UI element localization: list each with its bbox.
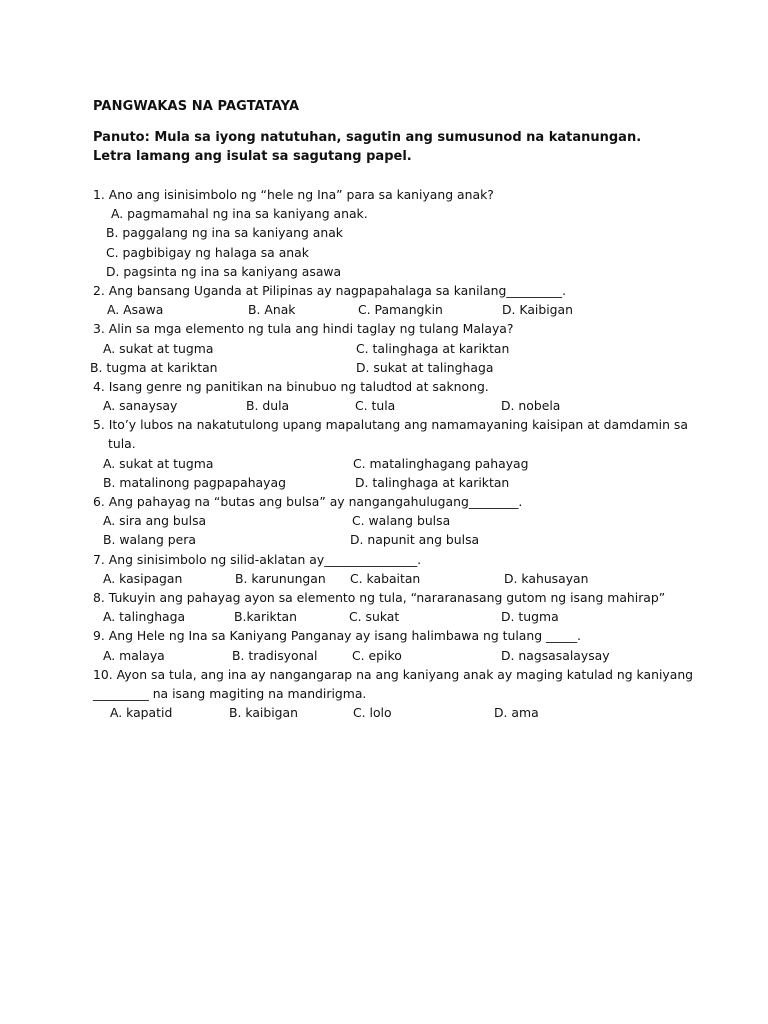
question-5-option-b: B. matalinong pagpapahayag: [103, 474, 286, 490]
question-7-option-d: D. kahusayan: [504, 570, 589, 586]
question-4-option-b: B. dula: [246, 398, 290, 414]
question-9-option-b: B. tradisyonal: [232, 647, 318, 663]
question-6-option-c: C. walang bulsa: [352, 513, 451, 529]
question-5-options-row-2: [93, 473, 713, 492]
question-5-option-d: D. talinghaga at kariktan: [355, 474, 510, 490]
question-10-option-c: C. lolo: [353, 705, 392, 721]
instructions-line-2: Letra lamang ang isulat sa sagutang papel.: [93, 149, 412, 164]
question-1-option-c: C. pagbibigay ng halaga sa anak: [106, 244, 309, 260]
question-3-option-c: C. talinghaga at kariktan: [356, 340, 510, 356]
question-10-option-d: D. ama: [494, 705, 539, 721]
question-9-options: [93, 646, 713, 665]
question-5-continued: tula.: [108, 436, 136, 452]
question-10-options: [93, 703, 713, 722]
question-5-options-row-1: [93, 454, 713, 473]
question-8-option-c: C. sukat: [349, 609, 400, 625]
question-2-options: [93, 300, 713, 319]
question-8-options: [93, 607, 713, 626]
question-3-options-row-1: [93, 339, 713, 358]
question-4-option-d: D. nobela: [501, 398, 561, 414]
question-10-continued: _________ na isang magiting na mandirigma.: [93, 685, 367, 701]
question-6-option-a: A. sira ang bulsa: [103, 513, 207, 529]
question-5-option-a: A. sukat at tugma: [103, 455, 214, 471]
question-6-option-d: D. napunit ang bulsa: [350, 532, 480, 548]
question-2-option-a: A. Asawa: [107, 302, 164, 318]
question-6-option-b: B. walang pera: [103, 532, 196, 548]
instructions: [93, 128, 641, 166]
question-1: 1. Ano ang isinisimbolo ng “hele ng Ina” para sa kaniyang anak?: [93, 187, 494, 202]
question-3-option-d: D. sukat at talinghaga: [356, 359, 494, 375]
question-1-option-d: D. pagsinta ng ina sa kaniyang asawa: [106, 263, 342, 279]
question-3-option-b: B. tugma at kariktan: [90, 359, 218, 375]
question-5: 5. Ito’y lubos na nakatutulong upang mapalutang ang namamayaning kaisipan at damdamin sa: [93, 417, 688, 433]
question-2-option-b: B. Anak: [248, 302, 296, 318]
question-1-option-b: B. paggalang ng ina sa kaniyang anak: [106, 225, 343, 241]
question-7-option-c: C. kabaitan: [350, 570, 421, 586]
question-6: 6. Ang pahayag na “butas ang bulsa” ay nangangahulugang________.: [93, 494, 523, 509]
instructions-line-1: Panuto: Mula sa iyong natutuhan, sagutin ang sumusunod na katanungan.: [93, 130, 642, 145]
question-8-option-b: B.kariktan: [234, 609, 298, 625]
question-9-option-c: C. epiko: [352, 647, 402, 663]
question-9-option-a: A. malaya: [103, 647, 165, 663]
question-5-option-c: C. matalinghagang pahayag: [353, 455, 529, 471]
question-1-option-a: A. pagmamahal ng ina sa kaniyang anak.: [111, 206, 368, 222]
question-10-option-a: A. kapatid: [110, 705, 173, 721]
question-4-option-a: A. sanaysay: [103, 398, 178, 414]
question-8-option-d: D. tugma: [501, 609, 559, 625]
question-7-option-a: A. kasipagan: [103, 570, 183, 586]
question-4: 4. Isang genre ng panitikan na binubuo ng taludtod at saknong.: [93, 378, 489, 394]
question-2-option-c: C. Pamangkin: [358, 302, 443, 318]
question-7: 7. Ang sinisimbolo ng silid-aklatan ay_______________.: [93, 551, 422, 567]
question-2-option-d: D. Kaibigan: [502, 302, 573, 318]
question-8: 8. Tukuyin ang pahayag ayon sa elemento ng tula, “nararanasang gutom ng isang mahirap”: [93, 589, 666, 605]
question-list: [90, 185, 713, 722]
question-7-options: [93, 569, 713, 588]
question-10: 10. Ayon sa tula, ang ina ay nangangarap na ang kaniyang anak ay maging katulad ng kaniyang: [93, 666, 694, 682]
question-4-options: [93, 396, 713, 415]
question-3-options-row-2: [90, 358, 713, 377]
page-title: PANGWAKAS NA PAGTATAYA: [93, 99, 300, 114]
question-6-options-row-1: [93, 511, 713, 530]
question-10-option-b: B. kaibigan: [229, 705, 298, 721]
question-9: 9. Ang Hele ng Ina sa Kaniyang Panganay ay isang halimbawa ng tulang _____.: [93, 628, 581, 644]
question-2: 2. Ang bansang Uganda at Pilipinas ay nagpapahalaga sa kanilang_________.: [93, 282, 567, 298]
question-3-option-a: A. sukat at tugma: [103, 340, 214, 356]
question-8-option-a: A. talinghaga: [103, 609, 186, 625]
question-4-option-c: C. tula: [355, 398, 396, 414]
question-6-options-row-2: [93, 530, 713, 549]
question-9-option-d: D. nagsasalaysay: [501, 647, 610, 663]
question-7-option-b: B. karunungan: [235, 570, 326, 586]
question-3: 3. Alin sa mga elemento ng tula ang hindi taglay ng tulang Malaya?: [93, 321, 514, 337]
